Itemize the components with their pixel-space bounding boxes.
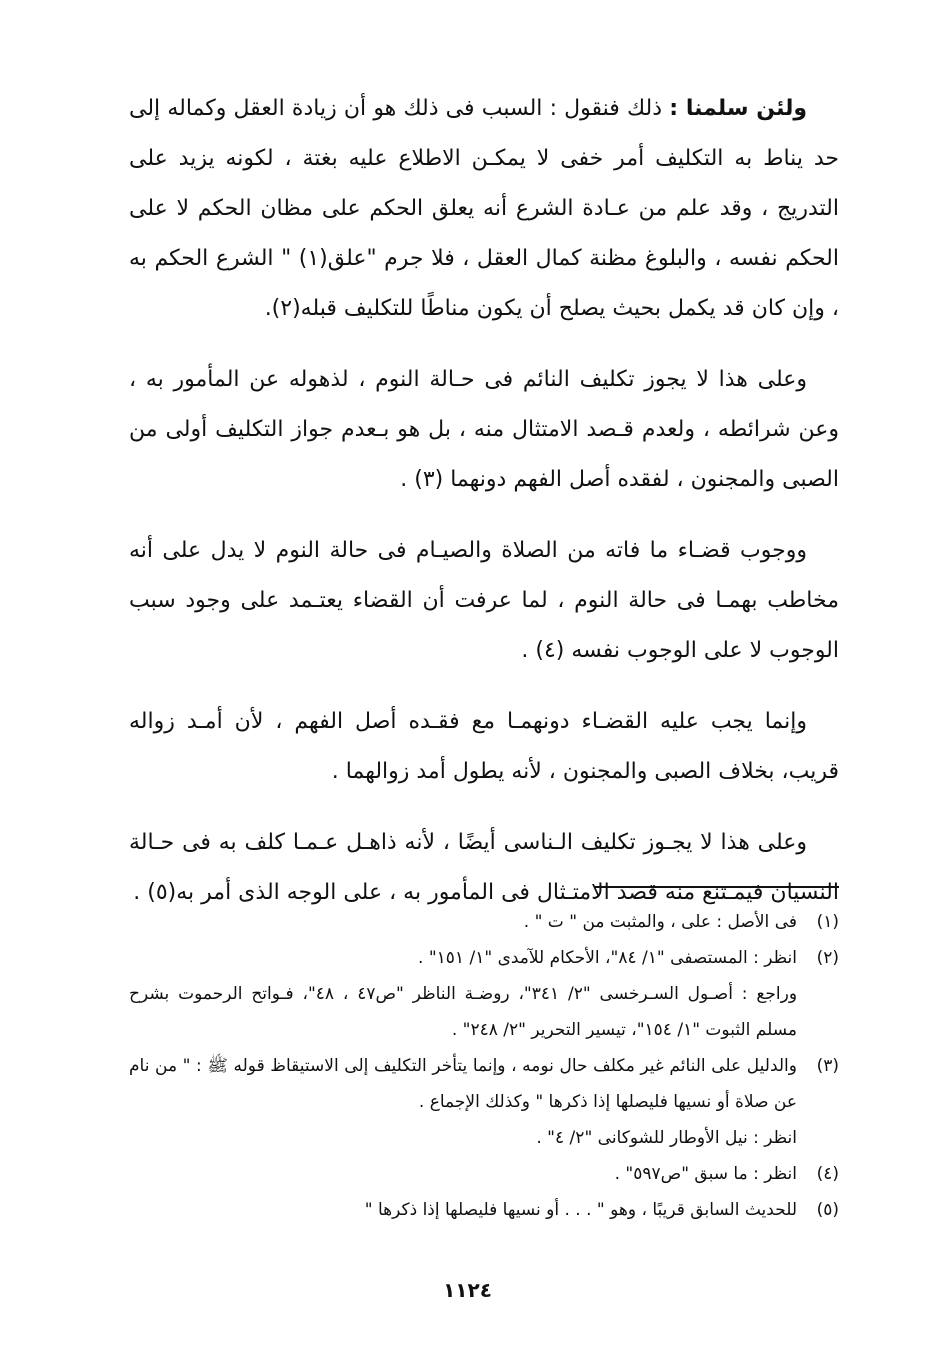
footnote-number: (٢) [816,948,839,968]
main-text [129,84,839,939]
footnote-number: (١) [816,912,839,932]
footnote-number: (٣) [816,1056,839,1076]
footnote-text: انظر : نيل الأوطار للشوكانى "٢/ ٤" . [536,1128,797,1148]
footnote-number [797,976,839,1048]
footnote-item [129,1048,839,1120]
paragraph-text: وعلى هذا لا يجـوز تكليف الـناسى أيضًا ، لأنه ذاهـل عـمـا كلف به فى حـالة النسيان فيمـتنع منه قصد الامتـثال فى المأمور به ، على الوجه الذى أمر به(٥) . [129,830,839,905]
footnote-text: والدليل على النائم غير مكلف حال نومه ، وإنما يتأخر التكليف إلى الاستيقاظ قوله ﷺ : " من نام عن صلاة أو نسيها فليصلها إذا ذكرها " وكذلك الإجماع . [129,1056,797,1112]
footnote-text: انظر : المستصفى "١/ ٨٤"، الأحكام للآمدى "١/ ١٥١" . [418,948,797,968]
footnote-number: (٥) [816,1200,839,1220]
footnote-text: فى الأصل : على ، والمثبت من " ت " . [523,912,797,932]
paragraph-text: ذلك فنقول : السبب فى ذلك هو أن زيادة العقل وكماله إلى حد يناط به التكليف أمر خفى لا يمكـن الاطلاع عليه بغتة ، لكونه يزيد على التدريج ، وقد علم من عـادة الشرع أنه يعلق الحكم على مظان الحكم لا على الحكم نفسه ، والبلوغ مظنة كمال العقل ، فلا جرم "علق(١) " الشرع الحكم به ، وإن كان قد يكمل بحيث يصلح أن يكون مناطًا للتكليف قبله(٢). [129,96,839,321]
paragraph-text: وعلى هذا لا يجوز تكليف النائم فى حـالة النوم ، لذهوله عن المأمور به ، وعن شرائطه ، ولعدم قـصد الامتثال منه ، بل هو بـعدم جواز التكليف أولى من الصبى والمجنون ، لفقده أصل الفهم دونهما (٣) . [129,367,839,492]
page-number: ١١٢٤ [443,1278,492,1302]
footnotes [129,904,839,1228]
paragraph-3 [129,526,839,676]
paragraph-5 [129,818,839,918]
paragraph-1 [129,84,839,334]
footnote-item [129,1192,839,1228]
footnote-number: (٤) [816,1164,839,1184]
footnote-divider [595,886,839,888]
paragraph-2 [129,355,839,505]
paragraph-text: ووجوب قضـاء ما فاته من الصلاة والصيـام فى حالة النوم لا يدل على أنه مخاطب بهمـا فى حالة النوم ، لما عرفت أن القضاء يعتـمد على وجود سبب الوجوب لا على الوجوب نفسه (٤) . [129,538,839,663]
footnote-number [797,1120,839,1156]
paragraph-4 [129,697,839,797]
paragraph-lead: ولئن سلمنا : [669,96,808,121]
footnote-continuation [129,976,839,1048]
footnote-item [129,904,839,940]
footnote-item [129,1156,839,1192]
footnote-continuation [129,1120,839,1156]
footnote-text: وراجع : أصـول السـرخسى "٢/ ٣٤١"، روضـة الناظر "ص٤٧ ، ٤٨"، فـواتح الرحموت بشرح مسلم الثبوت "١/ ١٥٤"، تيسير التحرير "٢/ ٢٤٨" . [129,984,798,1040]
footnote-text: للحديث السابق قريبًا ، وهو " . . . أو نسيها فليصلها إذا ذكرها " [364,1200,797,1220]
footnote-text: انظر : ما سبق "ص٥٩٧" . [614,1164,797,1184]
paragraph-text: وإنما يجب عليه القضـاء دونهمـا مع فقـده أصل الفهم ، لأن أمـد زواله قريب، بخلاف الصبى والمجنون ، لأنه يطول أمد زوالهما . [129,709,839,784]
footnote-item [129,940,839,976]
